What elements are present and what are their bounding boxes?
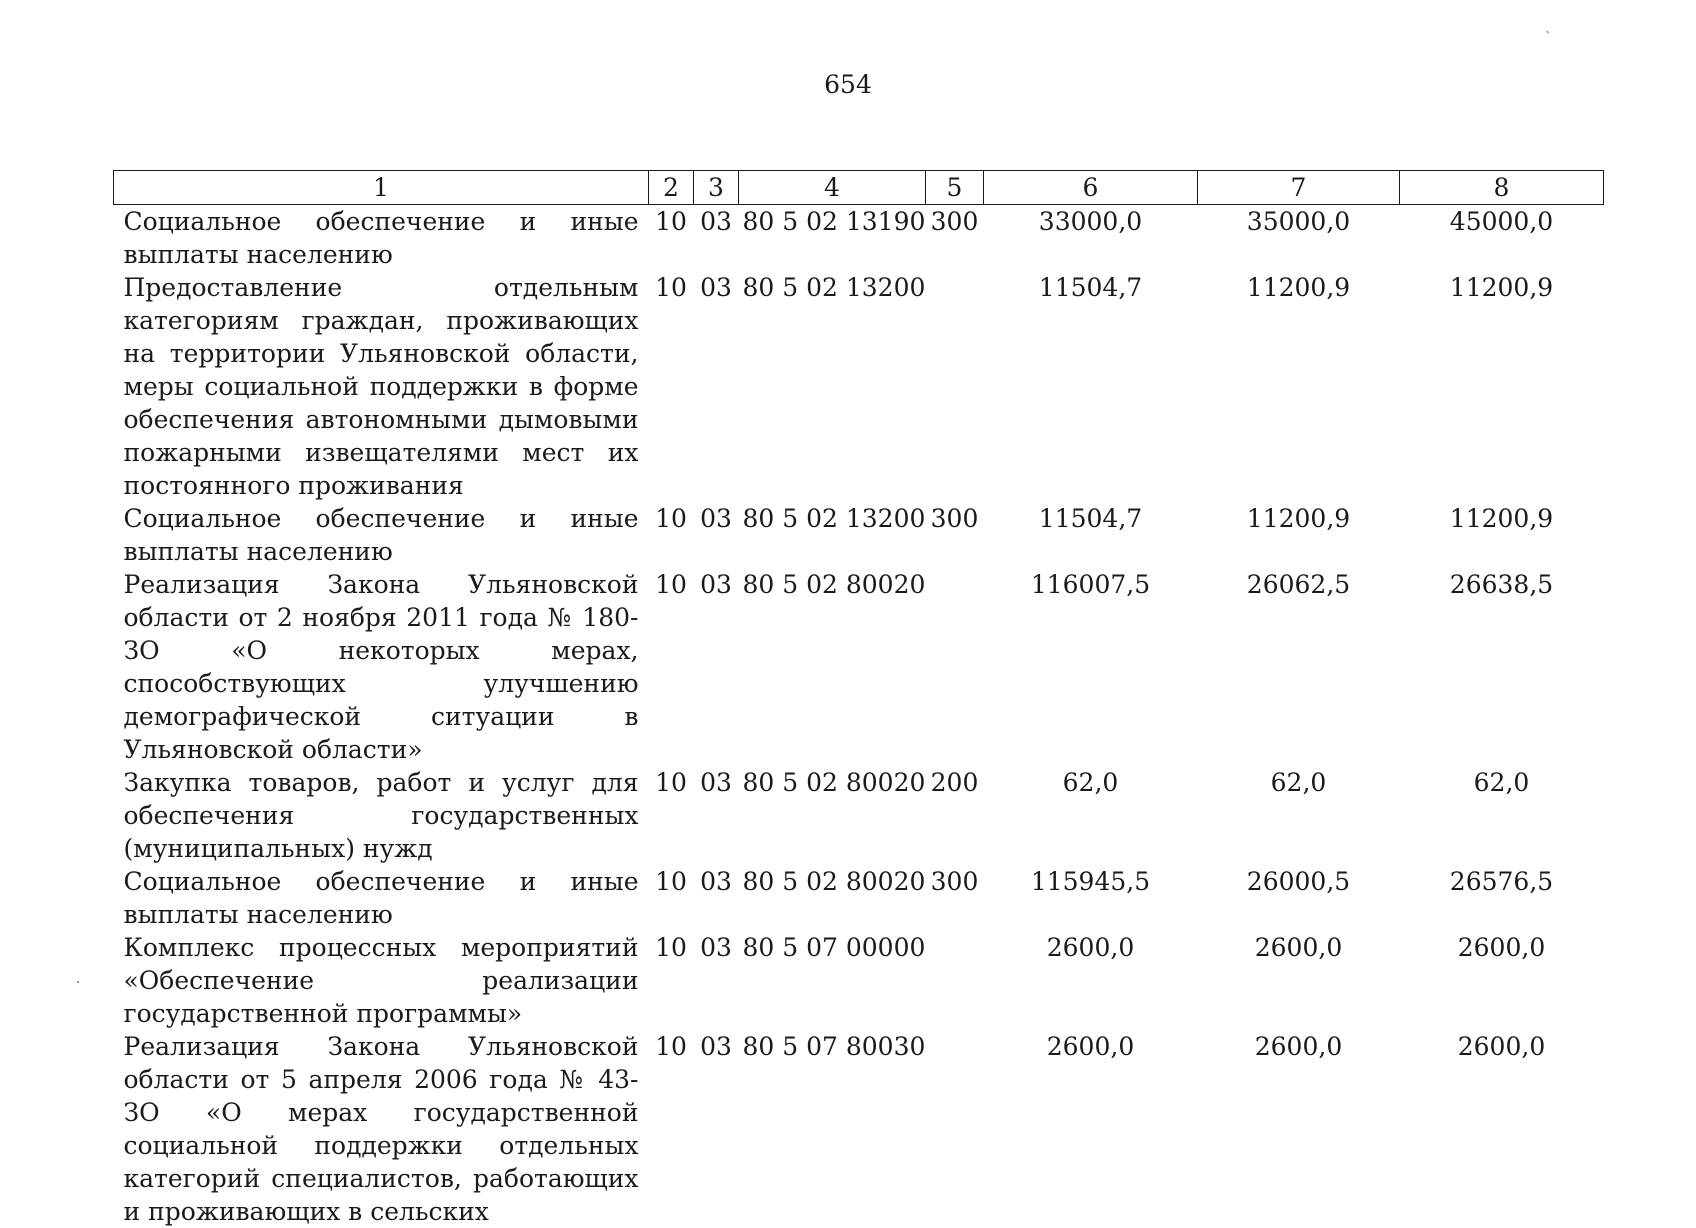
table-header-row — [114, 171, 1604, 205]
row-description: Социальное обеспечение и иные выплаты населению — [123, 504, 639, 566]
amount-col-8: 26638,5 — [1449, 570, 1554, 599]
section-code: 10 — [655, 768, 687, 797]
scan-mark: ˋ — [1545, 30, 1552, 46]
expense-type-code — [926, 1030, 984, 1228]
column-header: 6 — [984, 171, 1198, 205]
column-header: 5 — [926, 171, 984, 205]
column-header: 2 — [649, 171, 694, 205]
column-header: 7 — [1198, 171, 1400, 205]
column-header: 1 — [114, 171, 649, 205]
table-row — [114, 766, 1604, 865]
amount-col-6: 115945,5 — [1030, 867, 1151, 896]
amount-col-7: 26062,5 — [1246, 570, 1351, 599]
table-row — [114, 205, 1604, 272]
subsection-code: 03 — [700, 504, 732, 533]
expense-type-code — [926, 931, 984, 1030]
amount-col-6: 2600,0 — [1046, 1032, 1135, 1061]
row-description: Предоставление отдельным категориям граждан, проживающих на территории Ульяновской области, меры социальной поддержки в форме обеспечения автономными дымовыми пожарными извещателями мест их постоянного проживания — [123, 273, 639, 500]
subsection-code: 03 — [700, 273, 732, 302]
amount-col-7: 26000,5 — [1246, 867, 1351, 896]
row-description: Социальное обеспечение и иные выплаты населению — [123, 867, 639, 929]
target-article-code: 80 5 02 80020 — [742, 570, 926, 599]
expense-type-code — [926, 271, 984, 502]
section-code: 10 — [655, 867, 687, 896]
column-header: 4 — [739, 171, 926, 205]
amount-col-8: 45000,0 — [1449, 207, 1554, 236]
amount-col-7: 2600,0 — [1254, 933, 1343, 962]
target-article-code: 80 5 07 00000 — [742, 933, 926, 962]
amount-col-8: 11200,9 — [1449, 504, 1554, 533]
subsection-code: 03 — [700, 867, 732, 896]
table-row — [114, 502, 1604, 568]
budget-table — [113, 170, 1604, 1228]
amount-col-8: 2600,0 — [1457, 933, 1546, 962]
amount-col-6: 11504,7 — [1038, 504, 1143, 533]
page-number: 654 — [824, 70, 872, 99]
expense-type-code — [926, 568, 984, 766]
table-row — [114, 1030, 1604, 1228]
subsection-code: 03 — [700, 768, 732, 797]
amount-col-6: 116007,5 — [1030, 570, 1151, 599]
section-code: 10 — [655, 207, 687, 236]
target-article-code: 80 5 02 13200 — [742, 504, 926, 533]
amount-col-7: 35000,0 — [1246, 207, 1351, 236]
amount-col-7: 2600,0 — [1254, 1032, 1343, 1061]
amount-col-8: 11200,9 — [1449, 273, 1554, 302]
target-article-code: 80 5 07 80030 — [742, 1032, 926, 1061]
amount-col-6: 33000,0 — [1038, 207, 1143, 236]
amount-col-7: 11200,9 — [1246, 504, 1351, 533]
scan-mark: · — [76, 975, 81, 991]
target-article-code: 80 5 02 80020 — [742, 768, 926, 797]
row-description: Социальное обеспечение и иные выплаты населению — [123, 207, 639, 269]
subsection-code: 03 — [700, 570, 732, 599]
section-code: 10 — [655, 273, 687, 302]
section-code: 10 — [655, 504, 687, 533]
row-description: Закупка товаров, работ и услуг для обеспечения государственных (муниципальных) нужд — [123, 768, 639, 863]
column-header: 8 — [1400, 171, 1604, 205]
subsection-code: 03 — [700, 933, 732, 962]
amount-col-8: 62,0 — [1473, 768, 1530, 797]
amount-col-7: 11200,9 — [1246, 273, 1351, 302]
amount-col-8: 2600,0 — [1457, 1032, 1546, 1061]
expense-type-code: 300 — [930, 207, 979, 236]
amount-col-6: 2600,0 — [1046, 933, 1135, 962]
amount-col-6: 62,0 — [1062, 768, 1119, 797]
amount-col-7: 62,0 — [1270, 768, 1327, 797]
amount-col-8: 26576,5 — [1449, 867, 1554, 896]
expense-type-code: 300 — [930, 867, 979, 896]
row-description: Реализация Закона Ульяновской области от 2 ноября 2011 года № 180-ЗО «О некоторых мерах, способствующих улучшению демографической ситуации в Ульяновской области» — [123, 570, 639, 764]
section-code: 10 — [655, 570, 687, 599]
expense-type-code: 200 — [930, 768, 979, 797]
table-row — [114, 865, 1604, 931]
table-row — [114, 931, 1604, 1030]
target-article-code: 80 5 02 13200 — [742, 273, 926, 302]
table-row — [114, 271, 1604, 502]
subsection-code: 03 — [700, 1032, 732, 1061]
subsection-code: 03 — [700, 207, 732, 236]
section-code: 10 — [655, 933, 687, 962]
amount-col-6: 11504,7 — [1038, 273, 1143, 302]
row-description: Комплекс процессных мероприятий «Обеспечение реализации государственной программы» — [123, 933, 639, 1028]
target-article-code: 80 5 02 13190 — [742, 207, 926, 236]
target-article-code: 80 5 02 80020 — [742, 867, 926, 896]
table-row — [114, 568, 1604, 766]
column-header: 3 — [694, 171, 739, 205]
row-description: Реализация Закона Ульяновской области от 5 апреля 2006 года № 43-ЗО «О мерах государственной социальной поддержки отдельных категорий специалистов, работающих и проживающих в сельских — [123, 1032, 639, 1226]
expense-type-code: 300 — [930, 504, 979, 533]
section-code: 10 — [655, 1032, 687, 1061]
